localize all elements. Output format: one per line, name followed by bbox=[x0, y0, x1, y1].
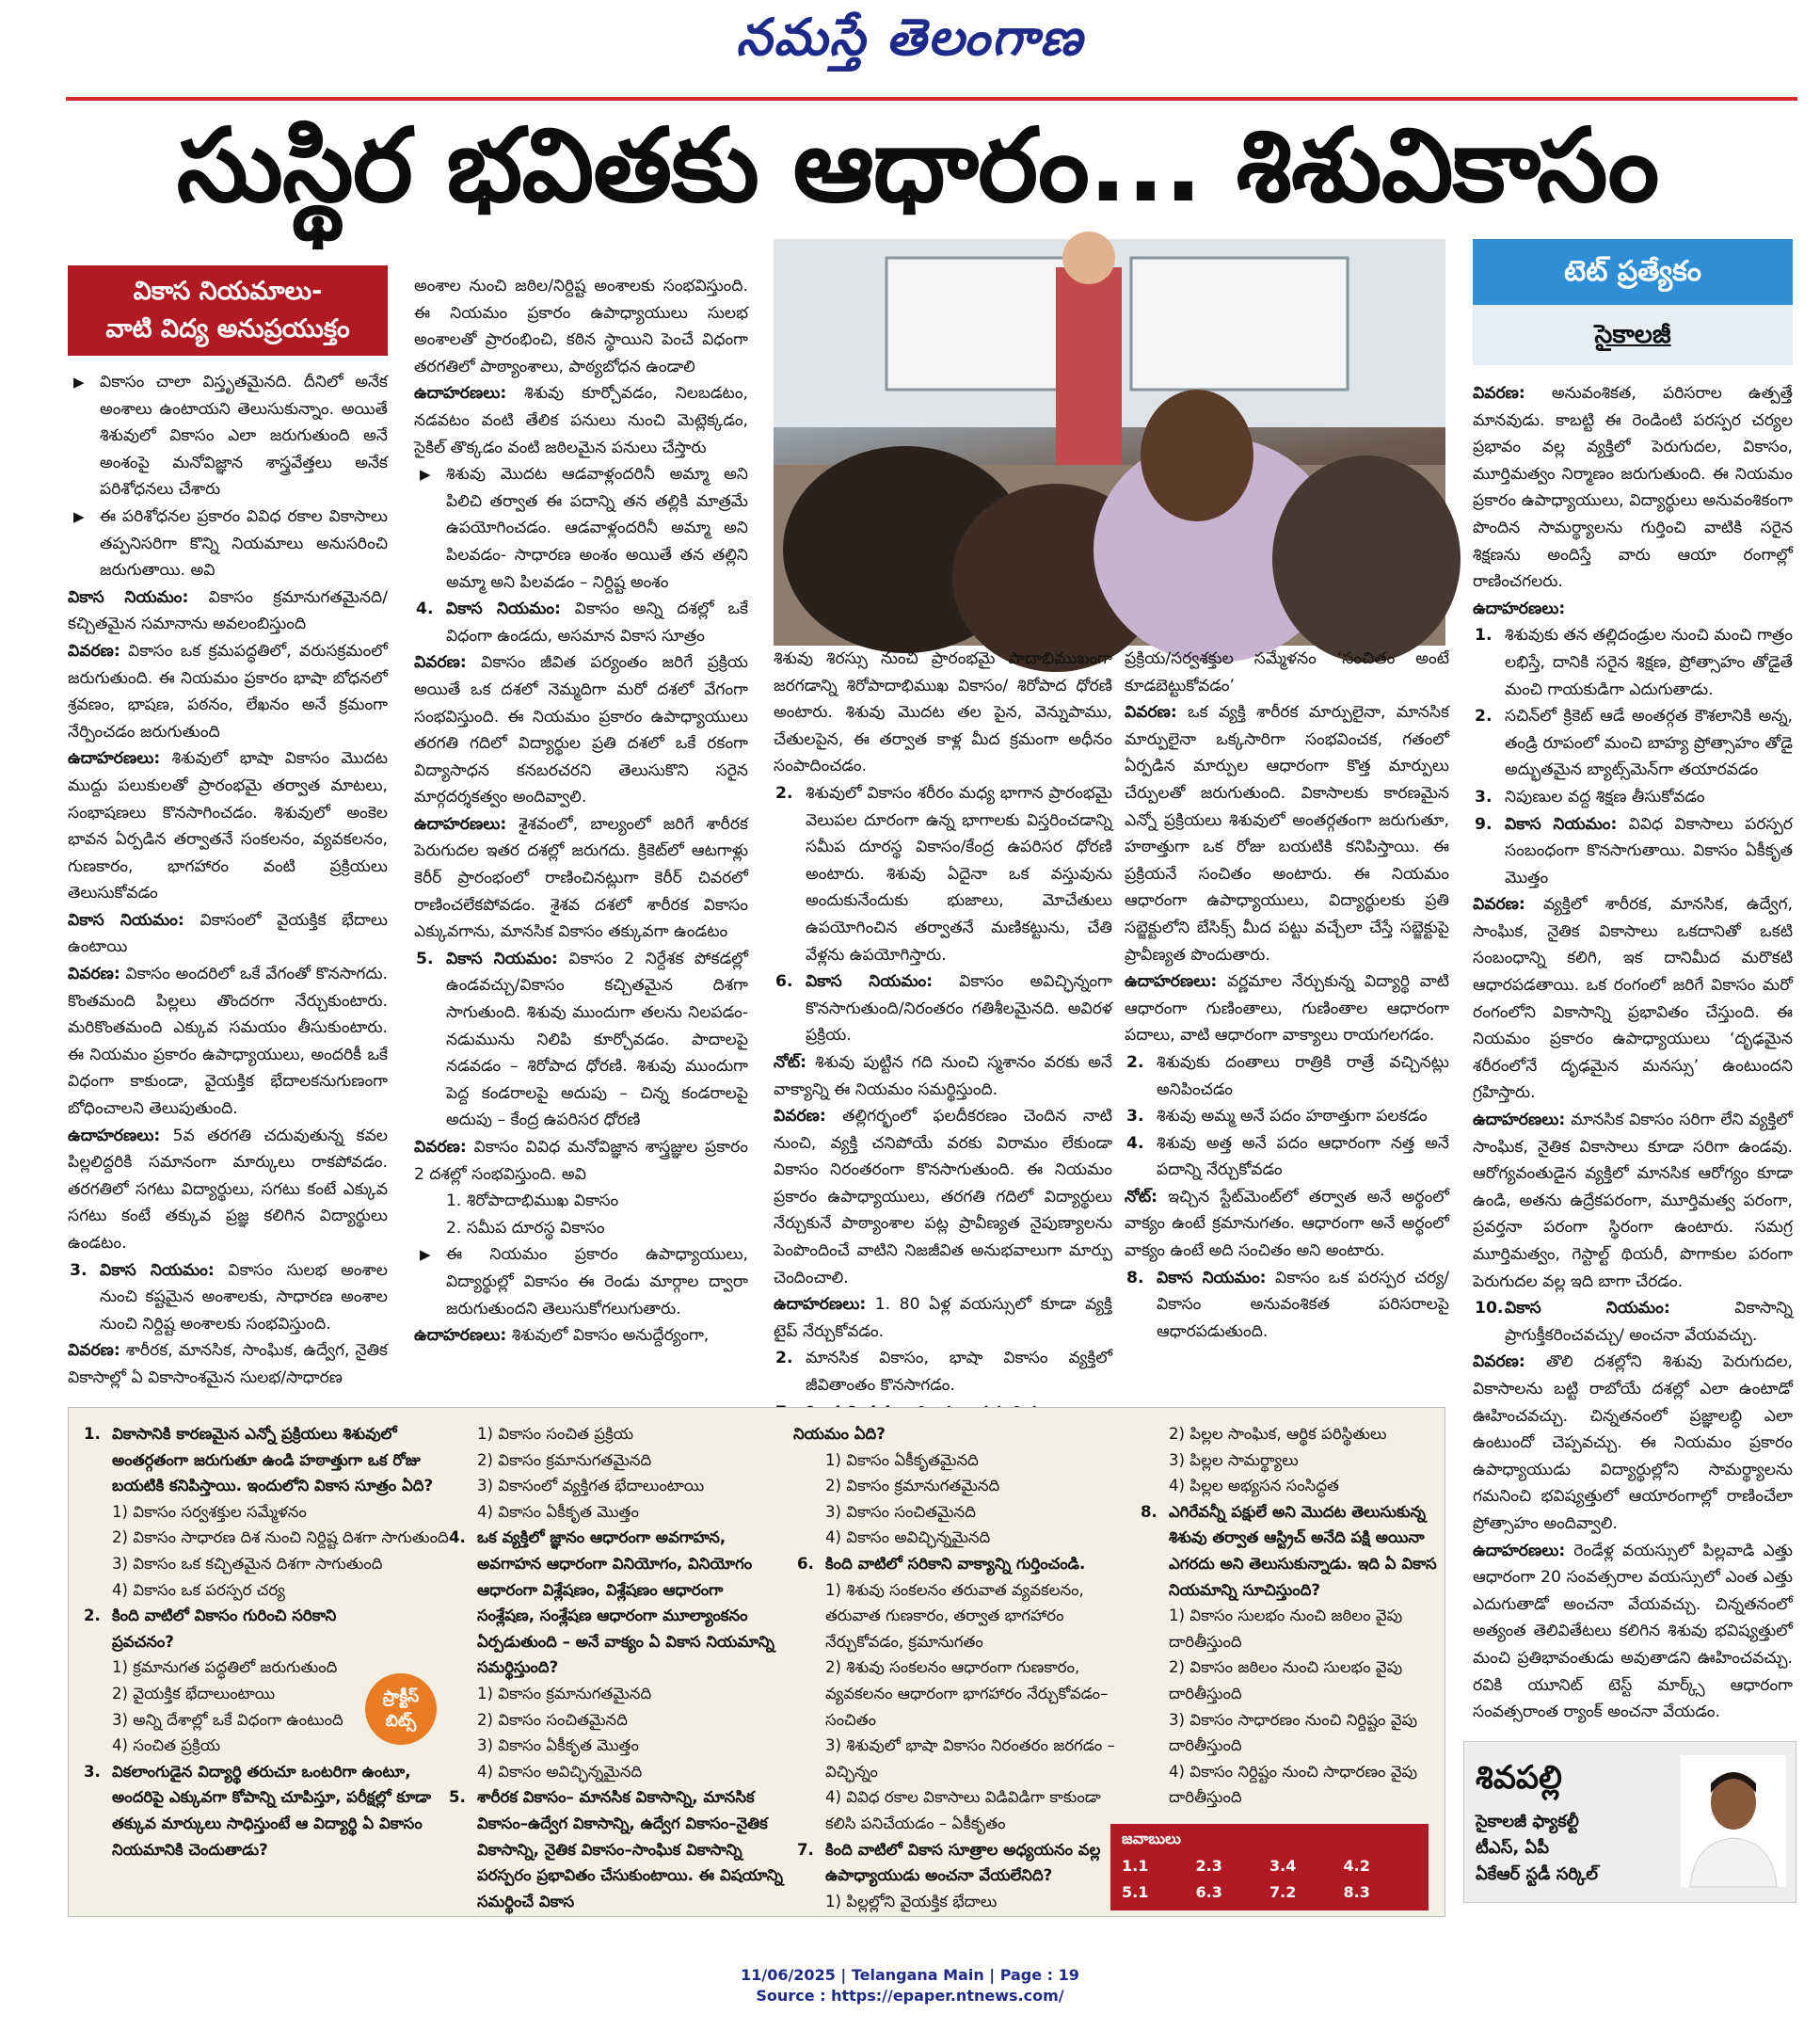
answers-title: జవాబులు bbox=[1122, 1830, 1181, 1847]
column-4 bbox=[1125, 646, 1449, 1389]
option: 4) వికాసం ఒక పరస్పర చర్య bbox=[112, 1580, 285, 1599]
example-label: ఉదాహరణలు: bbox=[414, 1326, 507, 1346]
rule-number: 5. bbox=[416, 949, 434, 968]
numbered-paragraph bbox=[1473, 703, 1793, 784]
question-text: వికాసానికి కారణమైన ఎన్నో ప్రక్రియలు శిశువులో అంతర్గతంగా జరుగుతూ ఉండి హఠాత్తుగా ఒక రోజు బయటికి కనిపిస్తాయి. ఇందులోని వికాస సూత్రం ఏది? bbox=[112, 1425, 434, 1495]
rule-label: వికాస నియమం: bbox=[68, 910, 184, 930]
numbered-paragraph bbox=[1125, 1049, 1449, 1103]
masthead bbox=[0, 0, 1820, 94]
example-text: శిశువు కూర్చోవడం, నిలబడటం, నడవటం వంటి తేలిక పనులు నుంచి మెట్లెక్కడం, సైకిల్ తొక్కడం వంటి జఠిలమైన పనులు చేస్తారు bbox=[414, 384, 749, 457]
author-avatar-icon bbox=[1681, 1755, 1786, 1887]
question-number: 1. bbox=[84, 1425, 101, 1443]
explanation-text: వికాసం ఒక క్రమపద్ధతిలో, వరుసక్రమంలో జరుగుతుంది. ఈ నియమం ప్రకారం భాషా బోధనలో శ్రవణం, భాషణ, పఠనం, లేఖనం అనే క్రమంగా నేర్పించడం జరుగుతుంది bbox=[68, 641, 388, 742]
option: 2) వికాసం జఠిలం నుంచి సులభం వైపు దారితీస్తుంది bbox=[1169, 1658, 1403, 1702]
item-number: 3. bbox=[1475, 787, 1493, 807]
item-number: 1. bbox=[1475, 626, 1493, 646]
explanation-text: వికాసం జీవిత పర్యంతం జరిగే ప్రక్రియ అయితే ఒక దశలో నెమ్మదిగా మరో దశలో వేగంగా సంభవిస్తుంది. ఈ నియమం ప్రకారం ఉపాధ్యాయులు తరగతి గదిలో విద్యార్థుల ప్రతి దశలో ఒకే రకంగా విద్యాసాధన కనబరచరని తెలుసుకొని సరైన మార్గదర్శకత్వం అందివ్వాలి. bbox=[414, 653, 748, 807]
example-paragraph bbox=[1473, 1107, 1793, 1295]
practice-bits-badge bbox=[365, 1673, 437, 1745]
note-text: ఇచ్చిన స్టేట్‌మెంట్‌లో తర్వాత అనే అర్థంలో వాక్యం ఉంటే క్రమానుగతం. ఆధారంగా అనే అర్థంలో వాక్యం ఉంటే అది సంచితం అని అంటారు. bbox=[1125, 1187, 1449, 1261]
item-number: 4. bbox=[1126, 1133, 1144, 1153]
rule-text: వికాసంలో వైయక్తిక భేదాలు ఉంటాయి bbox=[68, 910, 388, 957]
sub-item: 2. సమీప దూరస్థ వికాసం bbox=[446, 1218, 605, 1238]
headline: సుస్థిర భవితకు ఆధారం... శిశువికాసం bbox=[176, 107, 1659, 225]
rule-number: 3. bbox=[70, 1260, 88, 1280]
option: 1) వికాసం క్రమానుగతమైనది bbox=[477, 1684, 652, 1702]
example-text: రెండేళ్ల వయస్సులో పిల్లవాడి ఎత్తు ఆధారంగా 20 సంవత్సరాల వయస్సులో ఎంత ఎత్తు ఎదుగుతాడో అంచనా వేయవచ్చు. చిన్నతనంలో అత్యంత తెలివితేటలు కలిగిన శిశువు భవిష్యత్తులో మంచి ప్రతిభావంతుడు అవుతాడని ఊహించవచ్చు. రవికి యూనిట్ టెస్ట్ మార్క్స్ ఆధారంగా సంవత్సరాంత ర్యాంక్ అంచనా వేయడం. bbox=[1473, 1541, 1793, 1722]
option: 4) వికాసం అవిచ్ఛిన్నమైనది bbox=[825, 1528, 991, 1547]
question bbox=[445, 1525, 784, 1681]
rule-text: వికాసం క్రమానుగతమైనది/ కచ్చితమైన సమానాను అవలంబిస్తుంది bbox=[68, 587, 388, 634]
explanation-label: వివరణ: bbox=[68, 1341, 120, 1361]
rule-paragraph bbox=[68, 907, 388, 961]
option: 3) వికాసం ఏకీకృత మొత్తం bbox=[477, 1736, 639, 1755]
quiz-column-4 bbox=[1137, 1421, 1438, 1816]
rule-label: వికాస నియమం: bbox=[100, 1260, 215, 1280]
example-paragraph bbox=[414, 1322, 748, 1350]
quiz-column-1 bbox=[80, 1421, 456, 1910]
question bbox=[793, 1837, 1123, 1889]
badge-line-1: ప్రాక్టీస్ bbox=[382, 1687, 420, 1706]
item-number: 2. bbox=[775, 1349, 793, 1368]
rule-label: వికాస నియమం: bbox=[1157, 1268, 1267, 1287]
question-number: 4. bbox=[449, 1528, 466, 1547]
question-number: 3. bbox=[84, 1762, 101, 1781]
numbered-paragraph bbox=[774, 1345, 1112, 1399]
explanation-paragraph bbox=[1473, 891, 1793, 1107]
rule-label: వికాస నియమం: bbox=[446, 949, 558, 968]
option: 4) పిల్లల అభ్యసన సంసిద్ధత bbox=[1169, 1477, 1339, 1495]
option: 2) వికాసం సాధారణ దిశ నుంచి నిర్దిష్ట దిశగా సాగుతుంది bbox=[112, 1528, 449, 1547]
explanation-text: తొలి దశల్లోని శిశువు పెరుగుదల, వికాసాలను బట్టి రాబోయే దశల్లో ఎలా ఉంటాడో ఊహించవచ్చు. చిన్నతనంలో ప్రజ్ఞాలబ్ధి ఎలా ఉంటుందో చెప్పవచ్చు. ఈ నియమం ప్రకారం ఉపాధ్యాయుడు విద్యార్థుల్లోని సామర్థ్యాలను గమనించి భవిష్యత్తులో ఆయారంగాల్లో రాణించేలా ప్రోత్సాహం అందివ్వాలి. bbox=[1473, 1352, 1793, 1533]
footer-date-page: 11/06/2025 | Telangana Main | Page : 19 bbox=[741, 1966, 1079, 1984]
option: 4) వికాసం అవిచ్ఛిన్నమైనది bbox=[477, 1762, 643, 1781]
answer-item: 5.1 bbox=[1122, 1883, 1149, 1901]
item-text: శిశువులో వికాసం శరీరం మధ్య భాగాన ప్రారంభమై వెలుపల దూరంగా ఉన్న భాగాలకు విస్తరించడాన్ని సమీప దూరస్థ వికాసం/కేంద్ర ఉపరిసర ధోరణి అంటారు. శిశువు ఏదైనా ఒక వస్తువును అందుకునేందుకు భుజాలు, మోచేతులు ఉపయోగించిన తర్వాతనే మణికట్టును, చేతి వేళ్లను ఉపయోగిస్తారు. bbox=[806, 783, 1112, 965]
item-number: 2. bbox=[1475, 707, 1493, 727]
item-number: 2. bbox=[1126, 1052, 1144, 1072]
numbered-rule bbox=[1473, 1295, 1793, 1349]
rule-number: 6. bbox=[775, 972, 793, 992]
section-title-box bbox=[68, 265, 388, 356]
example-label: ఉదాహరణలు: bbox=[1473, 1541, 1566, 1560]
rule-text: వికాసం ఒక పరస్పర చర్య/ వికాసం అనువంశికత పరిసరాలపై ఆధారపడుతుంది. bbox=[1157, 1268, 1449, 1341]
example-text: మానసిక వికాసం సరిగా లేని వ్యక్తిలో సాంఘిక, నైతిక వికాసాలు కూడా సరిగా ఉండవు. ఆరోగ్యవంతుడైన వ్యక్తిలో మానసిక ఆరోగ్యం కూడా ఉండి, అతను ఉద్రేకపరంగా, మూర్తిమత్వ పరంగా, ప్రవర్తనా పరంగా స్థిరంగా ఉంటారు. సమగ్ర మూర్తిమత్వం, గెస్టాల్ట్ థియరీ, పొగాకుల పరంగా పెరుగుదల వల్ల ఇది బాగా చేరడం. bbox=[1473, 1111, 1793, 1291]
explanation-paragraph bbox=[1473, 380, 1793, 596]
answer-item: 7.2 bbox=[1269, 1883, 1297, 1901]
author-line-1: సైకాలజీ ఫ్యాకల్టీ bbox=[1476, 1812, 1579, 1831]
answer-item: 6.3 bbox=[1195, 1883, 1222, 1901]
numbered-rule bbox=[1473, 811, 1793, 892]
option: 2) పిల్లల సాంఘిక, ఆర్థిక పరిస్థితులు bbox=[1169, 1425, 1387, 1443]
example-label: ఉదాహరణలు: bbox=[1125, 972, 1218, 992]
question bbox=[1137, 1499, 1438, 1603]
explanation-label: వివరణ: bbox=[68, 641, 120, 661]
question-text: శారీరక వికాసం– మానసిక వికాసాన్ని, మానసిక వికాసం–ఉద్వేగ వికాసాన్ని, ఉద్వేగ వికాసం–నైతిక వికాసాన్ని, నైతిక వికాసం–సాంఘిక వికాసాన్ని పరస్పరం ప్రభావితం చేసుకుంటాయి. ఈ విషయాన్ని సమర్థించే వికాస bbox=[477, 1788, 784, 1910]
question bbox=[445, 1784, 784, 1914]
example-label: ఉదాహరణలు: bbox=[68, 1126, 161, 1145]
option: 1) వికాసం సర్వశక్తుల సమ్మేళనం bbox=[112, 1502, 307, 1521]
explanation-text: ఒక వ్యక్తి శారీరక మార్పులైనా, మానసిక మార్పులైనా ఒక్కసారిగా సంభవించక, గతంలో ఏర్పడిన మార్పుల ఆధారంగా కొత్త మార్పులు చేర్పులతో జరుగుతుంది. వికాసాలకు కారణమైన ఎన్నో ప్రక్రియలు శిశువులో అంతర్గతంగా జరుగుతూ, హఠాత్తుగా ఒక రోజు బయటికి కనిపిస్తాయి. ఈ ప్రక్రియనే సంచితం అంటారు. ఈ నియమం ఆధారంగా ఉపాధ్యాయులు, విద్యార్థులకు ప్రతి సబ్జెక్టులోని బేసిక్స్ మీద పట్టు వచ్చేలా చేస్తే సబ్జెక్టుపై ప్రావీణ్యత పొందుతారు. bbox=[1125, 703, 1450, 965]
numbered-paragraph bbox=[1125, 1103, 1449, 1130]
example-text: శైశవంలో, బాల్యంలో జరిగే శారీరక పెరుగుదల ఇతర దశల్లో జరుగదు. క్రికెట్‌లో ఆటగాళ్లు కెరీర్ ప్రారంభంలో రాణించినట్లుగా కెరీర్ చివరలో రాణించలేకపోవడం. శైశవ దశలో శారీరక వికాసం ఎక్కువగాను, మానసిక వికాసం తక్కువగా ఉండటం bbox=[414, 814, 748, 942]
example-text: వర్ణమాల నేర్చుకున్న విద్యార్థి వాటి ఆధారంగా గుణింతాలు, గుణింతాల ఆధారంగా పదాలు, వాటి ఆధారంగా వాక్యాలు రాయగలగడం. bbox=[1125, 972, 1449, 1046]
option: 1) వికాసం సులభం నుంచి జఠిలం వైపు దారితీస్తుంది bbox=[1169, 1606, 1403, 1651]
explanation-label: వివరణ: bbox=[1473, 895, 1525, 915]
bullet-paragraph: ▶ ఈ పరిశోధనల ప్రకారం వివిధ రకాల వికాసాలు తప్పనిసరిగా కొన్ని నియమాలు అనుసరించి జరుగుతాయి. అవి bbox=[68, 504, 388, 584]
bullet-paragraph: ▶ ఈ నియమం ప్రకారం ఉపాధ్యాయులు, విద్యార్థుల్లో వికాసం ఈ రెండు మార్గాల ద్వారా జరుగుతుందని తెలుసుకోగలుగుతారు. bbox=[414, 1241, 748, 1322]
example-text: 1. 80 ఏళ్ల వయస్సులో కూడా వ్యక్తి టైప్ నేర్చుకోవడం. bbox=[774, 1295, 1112, 1341]
option: 4) వికాసం ఏకీకృత మొత్తం bbox=[477, 1502, 639, 1521]
explanation-paragraph bbox=[414, 649, 748, 811]
item-text: నిపుణుల వద్ద శిక్షణ తీసుకోవడం bbox=[1505, 787, 1705, 807]
question-number: 7. bbox=[797, 1840, 814, 1859]
example-paragraph bbox=[1473, 1538, 1793, 1726]
column-5 bbox=[1473, 380, 1793, 1735]
column-3 bbox=[774, 646, 1112, 1396]
tet-special-label: టెట్ ప్రత్యేకం bbox=[1473, 239, 1793, 305]
explanation-label: వివరణ: bbox=[414, 653, 467, 673]
example-heading bbox=[1473, 596, 1793, 623]
badge-line-2: బిట్స్ bbox=[385, 1712, 417, 1731]
section-title-line-2: వాటి విద్య అనుప్రయుక్తం bbox=[105, 314, 350, 344]
example-label: ఉదాహరణలు: bbox=[414, 384, 507, 404]
option: 3) అన్ని దేశాల్లో ఒకే విధంగా ఉంటుంది bbox=[112, 1710, 343, 1729]
question-text: వికలాంగుడైన విద్యార్థి తరుచూ ఒంటరిగా ఉంటూ, అందరిపై ఎక్కువగా కోపాన్ని చూపిస్తూ, పరీక్షల్లో కూడా తక్కువ మార్కులు సాధిస్తుంటే ఆ విద్యార్థి ఏ వికాసం నియమానికి చెందుతాడు? bbox=[112, 1762, 432, 1859]
classroom-illustration bbox=[774, 239, 1445, 646]
note-paragraph bbox=[774, 1049, 1112, 1103]
answer-item: 4.2 bbox=[1343, 1857, 1370, 1875]
question-number: 6. bbox=[797, 1554, 814, 1573]
note-label: నోట్: bbox=[1125, 1187, 1158, 1207]
bullet-paragraph: ▶ వికాసం చాలా విస్తృతమైనది. దీనిలో అనేక అంశాలు ఉంటాయని తెలుసుకున్నాం. అయితే శిశువులో వికాసం ఎలా జరుగుతుంది అనే అంశంపై మనోవిజ్ఞాన శాస్త్రవేత్తలు అనేక పరిశోధనలు చేశారు bbox=[68, 369, 388, 504]
explanation-text: అనువంశికత, పరిసరాల ఉత్పత్తే మానవుడు. కాబట్టి ఈ రెండింటి పరస్పర చర్యల ప్రభావం వల్ల వ్యక్తిలో పెరుగుదల, వికాసం, మూర్తిమత్వం నిర్మాణం జరుగుతుంది. ఈ నియమం ప్రకారం ఉపాధ్యాయులు, విద్యార్థులు అనువంశికంగా పొందిన సామర్థ్యాలను గుర్తించి వాటికి సరైన శిక్షణను అందిస్తే వారు ఆయా రంగాల్లో రాణించగలరు. bbox=[1473, 384, 1793, 592]
explanation-paragraph bbox=[1473, 1349, 1793, 1537]
rule-label: వికాస నియమం: bbox=[446, 599, 561, 619]
question bbox=[793, 1551, 1123, 1577]
answer-item: 2.3 bbox=[1195, 1857, 1222, 1875]
option: 2) వికాసం సంచితమైనది bbox=[477, 1710, 628, 1729]
note-paragraph bbox=[1125, 1184, 1449, 1265]
numbered-paragraph bbox=[1473, 784, 1793, 811]
author-name: శివపల్లి bbox=[1476, 1759, 1562, 1797]
explanation-label: వివరణ: bbox=[68, 965, 120, 984]
example-label: ఉదాహరణలు: bbox=[414, 814, 507, 834]
explanation-label: వివరణ: bbox=[774, 1107, 826, 1127]
note-label: నోట్: bbox=[774, 1052, 807, 1072]
numbered-rule bbox=[68, 1257, 388, 1338]
sub-item: 1. శిరోపాదాభిముఖ వికాసం bbox=[446, 1191, 619, 1211]
option: 2) వికాసం క్రమానుగతమైనది bbox=[825, 1477, 1000, 1495]
item-text: మానసిక వికాసం, భాషా వికాసం వ్యక్తిలో జీవితాంతం కొనసాగడం. bbox=[806, 1349, 1112, 1396]
footer bbox=[0, 1965, 1820, 2006]
example-label: ఉదాహరణలు: bbox=[1473, 599, 1566, 618]
answer-item: 1.1 bbox=[1122, 1857, 1149, 1875]
explanation-paragraph bbox=[68, 1337, 388, 1391]
option: 3) శిశువులో భాషా వికాసం నిరంతరం జరగడం – విచ్ఛిన్నం bbox=[825, 1736, 1115, 1781]
rule-paragraph bbox=[68, 584, 388, 638]
question bbox=[80, 1421, 456, 1499]
continued-paragraph: ప్రక్రియ/సర్వశక్తుల సమ్మేళనం ‘సంచితం అంటే కూడబెట్టుకోవడం’ bbox=[1125, 649, 1449, 695]
author-photo bbox=[1681, 1755, 1786, 1887]
option: 1) వికాసం సంచిత ప్రక్రియ bbox=[477, 1425, 634, 1443]
example-text: శిశువులో భాషా వికాసం మొదట ముద్దు పలుకులతో ప్రారంభమై తర్వాత మాటలు, సంభాషణలు కొనసాగించడం. శిశువులో అంకెల భావన ఏర్పడిన తర్వాతనే సంకలనం, వ్యవకలనం, గుణకారం, భాగహారం వంటి ప్రక్రియలు తెలుసుకోవడం bbox=[68, 749, 388, 903]
option: 1) పిల్లల్లోని వైయక్తిక భేదాలు bbox=[825, 1892, 998, 1910]
rule-text: వికాసం అన్ని దశల్లో ఒకే విధంగా ఉండదు, అసమాన వికాస సూత్రం bbox=[446, 599, 748, 646]
example-paragraph bbox=[68, 745, 388, 907]
item-text: శిశువు అమ్మ అనే పదం హఠాత్తుగా పలకడం bbox=[1157, 1107, 1428, 1127]
example-paragraph bbox=[414, 811, 748, 946]
rule-label: వికాస నియమం: bbox=[68, 587, 189, 607]
option: 2) వైయక్తిక భేదాలుంటాయి bbox=[112, 1684, 276, 1702]
option: 3) వికాసం సాధారణం నుంచి నిర్దిష్టం వైపు దారితీస్తుంది bbox=[1169, 1710, 1418, 1755]
rule-number: 8. bbox=[1126, 1268, 1144, 1287]
item-text: శిశువుకు తన తల్లిదండ్రుల నుంచి మంచి గాత్రం లభిస్తే, దానికి సరైన శిక్షణ, ప్రోత్సాహం తోడైతే మంచి గాయకుడిగా ఎదుగుతాడు. bbox=[1505, 626, 1793, 699]
question-number: 8. bbox=[1141, 1502, 1157, 1521]
answer-item: 8.3 bbox=[1343, 1883, 1370, 1901]
newspaper-name: నమస్తే తెలంగాణ bbox=[736, 8, 1084, 67]
question-text: ఎగిరేవన్నీ పక్షులే అని మొదట తెలుసుకున్న శిశువు తర్వాత ఆస్ట్రిచ్ అనేది పక్షి అయినా ఎగరదు అని తెలుసుకున్నాడు. ఇది ఏ వికాస నియమాన్ని సూచిస్తుంది? bbox=[1169, 1502, 1437, 1599]
quiz-column-2 bbox=[445, 1421, 784, 1910]
numbered-rule bbox=[774, 968, 1112, 1049]
author-box bbox=[1463, 1741, 1796, 1903]
option: 3) వికాసం ఒక కచ్చితమైన దిశగా సాగుతుంది bbox=[112, 1554, 383, 1573]
author-line-3: ఏకేఆర్ స్టడీ సర్కిల్ bbox=[1476, 1864, 1598, 1884]
answers-grid bbox=[1110, 1853, 1429, 1906]
question-text: ఒక వ్యక్తిలో జ్ఞానం ఆధారంగా అవగాహన, అవగాహన ఆధారంగా వినియోగం, వినియోగం ఆధారంగా విశ్లేషణం, విశ్లేషణం ఆధారంగా సంశ్లేషణ, సంశ్లేషణ ఆధారంగా మూల్యాంకనం ఏర్పడుతుంది – అనే వాక్యం ఏ వికాస నియమాన్ని సమర్థిస్తుంది? bbox=[477, 1528, 775, 1677]
option: 3) వికాసం సంచితమైనది bbox=[825, 1502, 976, 1521]
explanation-paragraph bbox=[68, 638, 388, 745]
rule-number: 10. bbox=[1475, 1299, 1504, 1319]
explanation-label: వివరణ: bbox=[1473, 384, 1525, 403]
continued-paragraph: శిశువు శిరస్సు నుంచి ప్రారంభమై పాదాభిముఖంగా జరగడాన్ని శిరోపాదాభిముఖ వికాసం/ శిరోపాద ధోరణి అంటారు. శిశువు మొదట తల పైన, వెన్నుపాము, చేతులపైన, ఈ తర్వాత కాళ్ల మీద క్రమంగా అధీనం సంపాదించడం. bbox=[774, 649, 1112, 776]
explanation-text: తల్లిగర్భంలో ఫలదీకరణం చెందిన నాటి నుంచి, వ్యక్తి చనిపోయే వరకు విరామం లేకుండా వికాసం నిరంతరంగా కొనసాగుతుంది. ఈ నియమం ప్రకారం ఉపాధ్యాయులు, తరగతి గదిలో విద్యార్థులు నేర్చుకునే పాఠ్యాంశాల పట్ల ప్రావీణ్యత నైపుణ్యాలను పెంపొందించే వాటిని నిజజీవిత అనుభవాలుగా మార్పు చెందించాలి. bbox=[774, 1107, 1112, 1287]
rule-text: వివిధ వికాసాలు పరస్పర సంబంధంగా కొనసాగుతాయి. వికాసం ఏకీకృత మొత్తం bbox=[1505, 814, 1793, 887]
numbered-paragraph bbox=[1473, 622, 1793, 703]
example-paragraph bbox=[68, 1123, 388, 1257]
answers-box bbox=[1110, 1824, 1429, 1910]
footer-source: Source : https://epaper.ntnews.com/ bbox=[756, 1987, 1064, 2005]
option: 4) వివిధ రకాల వికాసాలు విడివిడిగా కాకుండా కలిసి పనిచేయడం – ఏకీకృతం bbox=[825, 1788, 1101, 1832]
option: 4) వికాసం నిర్దిష్టం నుంచి సాధారణం వైపు దారితీస్తుంది bbox=[1169, 1762, 1418, 1807]
bullet-paragraph: ▶ శిశువు మొదట ఆడవాళ్లందరినీ అమ్మా అని పిలిచి తర్వాత ఈ పదాన్ని తన తల్లికి మాత్రమే ఉపయోగించడం. ఆడవాళ్లందరినీ అమ్మా అని పిలవడం- సాధారణ అంశం అయితే తన తల్లిని అమ్మా అని పిలవడం – నిర్దిష్ట అంశం bbox=[414, 461, 748, 596]
explanation-label: వివరణ: bbox=[414, 1138, 467, 1157]
explanation-paragraph bbox=[774, 1103, 1112, 1291]
classroom-photo bbox=[774, 239, 1445, 646]
explanation-label: వివరణ: bbox=[1473, 1352, 1525, 1372]
rule-label: వికాస నియమం: bbox=[1505, 1299, 1670, 1319]
explanation-paragraph bbox=[68, 961, 388, 1123]
column-1 bbox=[68, 265, 388, 1404]
explanation-paragraph bbox=[1125, 699, 1449, 968]
explanation-label: వివరణ: bbox=[1125, 703, 1177, 723]
example-label: ఉదాహరణలు: bbox=[1473, 1111, 1566, 1130]
author-line-2: టీఎస్, ఏపీ bbox=[1476, 1838, 1550, 1858]
rule-label: వికాస నియమం: bbox=[1505, 814, 1618, 834]
answer-item: 3.4 bbox=[1269, 1857, 1297, 1875]
question-number: 5. bbox=[449, 1788, 466, 1807]
item-number: 3. bbox=[1126, 1107, 1144, 1127]
option: 1) వికాసం ఏకీకృతమైనది bbox=[825, 1450, 979, 1469]
section-title-line-1: వికాస నియమాలు- bbox=[133, 277, 323, 306]
numbered-paragraph bbox=[1125, 1130, 1449, 1184]
explanation-paragraph bbox=[414, 1134, 748, 1188]
question-continued: నియమం ఏది? bbox=[793, 1425, 886, 1443]
quiz-column-3 bbox=[793, 1421, 1123, 1910]
question bbox=[80, 1603, 456, 1654]
numbered-rule bbox=[414, 596, 748, 649]
item-number: 2. bbox=[775, 783, 793, 803]
option: 3) పిల్లల సామర్థ్యాలు bbox=[1169, 1450, 1299, 1469]
option: 1) శిశువు సంకలనం తరువాత వ్యవకలనం, తరువాత గుణకారం, తర్వాత భాగహారం నేర్చుకోవడం, క్రమానుగతం bbox=[825, 1580, 1084, 1651]
explanation-text: వికాసం అందరిలో ఒకే వేగంతో కొనసాగదు. కొంతమంది పిల్లలు తొందరగా నేర్చుకుంటారు. మరికొంతమంది ఎక్కువ సమయం తీసుకుంటారు. ఈ నియమం ప్రకారం ఉపాధ్యాయులు, అందరికీ ఒకే విధంగా కాకుండా, వైయక్తిక భేదాలకనుగుణంగా బోధించాలని తెలుపుతుంది. bbox=[68, 965, 388, 1119]
subject-label: సైకాలజీ bbox=[1473, 305, 1793, 365]
example-paragraph bbox=[774, 1291, 1112, 1345]
rule-number: 4. bbox=[416, 599, 434, 619]
example-text: శిశువులో వికాసం అనుద్దేర్యంగా, bbox=[511, 1326, 710, 1346]
option: 3) వికాసంలో వ్యక్తిగత భేదాలుంటాయి bbox=[477, 1477, 705, 1495]
question-text: కింది వాటిలో వికాస సూత్రాల అధ్యయనం వల్ల ఉపాధ్యాయుడు అంచనా వేయలేనిది? bbox=[825, 1840, 1101, 1885]
item-text: శిశువుకు దంతాలు రాత్రికి రాత్రే వచ్చినట్లు అనిపించడం bbox=[1157, 1052, 1449, 1099]
item-text: శిశువు అత్త అనే పదం ఆధారంగా నత్త అనే పదాన్ని నేర్చుకోవడం bbox=[1157, 1133, 1449, 1180]
tet-special-box bbox=[1473, 239, 1793, 369]
explanation-text: శారీరక, మానసిక, సాంఘిక, ఉద్వేగ, నైతిక వికాసాల్లో ఏ వికాసాంశమైన సులభ/సాధారణ bbox=[68, 1341, 388, 1387]
example-paragraph bbox=[414, 380, 748, 461]
question-text: కింది వాటిలో వికాసం గురించి సరికాని ప్రవచనం? bbox=[112, 1606, 337, 1651]
explanation-text: వికాసం వివిధ మనోవిజ్ఞాన శాస్త్రజ్ఞుల ప్రకారం 2 దశల్లో సంభవిస్తుంది. అవి bbox=[414, 1138, 748, 1184]
rule-text: వికాసం 2 నిర్దేశక పోకడల్లో ఉండవచ్చు/వికాసం కచ్చితమైన దిశగా సాగుతుంది. శిశువు ముందుగా తలను నిలపడం-నడుమును నిలిపి కూర్చోవడం. పాదాలపై నడవడం – శిరోపాద ధోరణి. శిశువు ముందుగా పెద్ద కండరాలపై అదుపు – చిన్న కండరాలపై అదుపు – కేంద్ర ఉపరిసర ధోరణి bbox=[446, 949, 748, 1130]
numbered-rule bbox=[1125, 1265, 1449, 1346]
example-label: ఉదాహరణలు: bbox=[68, 749, 161, 769]
continued-paragraph: అంశాల నుంచి జఠిల/నిర్దిష్ట అంశాలకు సంభవిస్తుంది. ఈ నియమం ప్రకారం ఉపాధ్యాయులు సులభ అంశాలతో ప్రారంభించి, కఠిన స్థాయిని పెంచే విధంగా తరగతిలో పాఠ్యాంశాలు, పాఠ్యబోధన ఉండాలి bbox=[414, 277, 748, 376]
numbered-rule bbox=[414, 946, 748, 1134]
rule-text: వికాసం అవిచ్ఛిన్నంగా కొనసాగుతుంది/నిరంతరం గతిశీలమైనది. అవిరళ ప్రక్రియ. bbox=[806, 972, 1112, 1046]
question-text: కింది వాటిలో సరికాని వాక్యాన్ని గుర్తించండి. bbox=[825, 1554, 1086, 1573]
rule-text: వికాసాన్ని ప్రాగుక్తీకరించవచ్చు/ అంచనా వేయవచ్చు. bbox=[1505, 1299, 1793, 1345]
explanation-text: వ్యక్తిలో శారీరక, మానసిక, ఉద్వేగ, సాంఘిక, నైతిక వికాసాలు ఒకదానితో ఒకటి సంబంధాన్ని కలిగి, ఇక దానిమీద మరొకటి ఆధారపడతాయి. ఒక రంగంలో జరిగే వికాసం మరో రంగంలోని వికాసాన్ని ప్రభావితం చేస్తుంది. ఈ నియమం ప్రకారం ఉపాధ్యాయులు ‘దృఢమైన శరీరంలోనే దృఢమైన మనస్సు’ ఉంటుందని గ్రహిస్తారు. bbox=[1473, 895, 1793, 1103]
option: 1) క్రమానుగత పద్ధతిలో జరుగుతుంది bbox=[112, 1658, 338, 1677]
question bbox=[80, 1759, 456, 1862]
example-paragraph bbox=[1125, 968, 1449, 1049]
column-1-text bbox=[68, 369, 388, 1392]
option: 4) సంచిత ప్రక్రియ bbox=[112, 1736, 221, 1755]
rule-number: 9. bbox=[1475, 814, 1493, 834]
example-label: ఉదాహరణలు: bbox=[774, 1295, 867, 1315]
option: 2) వికాసం క్రమానుగతమైనది bbox=[477, 1450, 652, 1469]
example-text: 5వ తరగతి చదువుతున్న కవల పిల్లలిద్దరికి సమానంగా మార్కులు రాకపోవడం. తరగతిలో సగటు విద్యార్థులు, సగటు కంటే ఎక్కువ సగటు కంటే తక్కువ ప్రజ్ఞ కలిగిన విద్యార్థులు ఉండటం. bbox=[68, 1126, 388, 1253]
column-2 bbox=[414, 273, 748, 1402]
question-number: 2. bbox=[84, 1606, 101, 1625]
option: 2) శిశువు సంకలనం ఆధారంగా గుణకారం, వ్యవకలనం ఆధారంగా భాగహారం నేర్చుకోవడం–సంచితం bbox=[825, 1658, 1109, 1729]
masthead-rule bbox=[66, 97, 1797, 101]
rule-label: వికాస నియమం: bbox=[806, 972, 934, 992]
numbered-paragraph bbox=[774, 780, 1112, 968]
item-text: సచిన్‌లో క్రికెట్ ఆడే అంతర్గత కౌశలానికి అన్న, తండ్రి రూపంలో మంచి బాహ్య ప్రోత్సాహం తోడై అద్భుతమైన బ్యాట్స్‌మెన్‌గా తయారవడం bbox=[1505, 707, 1793, 780]
rule-text: వికాసం సులభ అంశాల నుంచి కష్టమైన అంశాలకు, సాధారణ అంశాల నుంచి నిర్దిష్ట అంశాలకు సంభవిస్తుంది. bbox=[100, 1260, 388, 1334]
note-text: శిశువు పుట్టిన గది నుంచి స్మశానం వరకు అనే వాక్యాన్ని ఈ నియమం సమర్థిస్తుంది. bbox=[774, 1052, 1112, 1099]
